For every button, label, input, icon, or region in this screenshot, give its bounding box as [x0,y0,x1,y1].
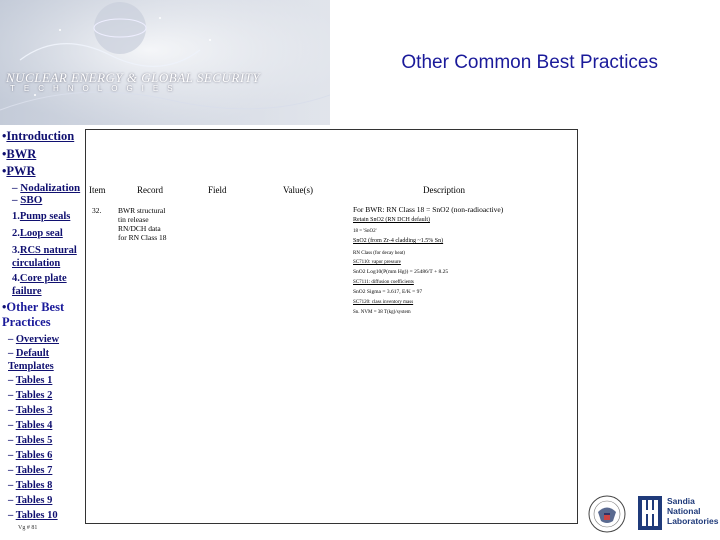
nav-label: Tables 4 [15,419,53,431]
nav-item-tables-3[interactable]: – Tables 3 [8,404,53,416]
nav-label: PWR [6,164,36,178]
nav-label: Tables 9 [15,494,53,506]
nav-label: Overview [15,333,60,345]
nav-label: Tables 6 [15,449,53,461]
nav-label: SBO [20,193,43,206]
nav-item-tables-1[interactable]: – Tables 1 [8,374,53,386]
desc-line: SC7110: vapor pressure [353,260,401,265]
desc-line: SnO2 (from Zr-4 cladding ~1.5% Sn) [353,238,444,244]
nav-label: Default Templates [8,347,54,372]
slide-title: Other Common Best Practices [401,52,658,73]
logo-subtext: TECHNOLOGIES [10,84,182,93]
nav-label: RCS natural circulation [12,244,77,269]
header-record: Record [137,185,163,195]
nav-label: Introduction [6,129,75,143]
nav-label: Tables 7 [15,464,53,476]
page-number: Vg # 81 [18,525,38,531]
desc-line: For BWR: RN Class 18 = SnO2 (non-radioactive) [353,205,504,214]
nav-label: Tables 2 [15,389,53,401]
nav-label: Pump seals [19,210,71,222]
nav-label: Other Best Practices [2,299,65,329]
globe-shape [94,2,146,54]
nav-item-introduction[interactable]: •Introduction [2,129,75,143]
header-field: Field [208,185,227,195]
banner-graphic [0,0,330,125]
sandia-thunderbird-icon [638,496,662,530]
header-description: Description [423,185,465,195]
desc-line: SC7120: class inventory mass [353,300,414,305]
nav-label: Tables 3 [15,404,53,416]
nav-item-tables-7[interactable]: – Tables 7 [8,464,53,476]
nav-item-other-best-practices[interactable]: •Other Best Practices [2,299,65,329]
nav-label: Tables 1 [15,374,53,386]
nav-item-sbo[interactable]: – SBO [12,193,43,206]
nav-item-default-templates[interactable]: – Default Templates [8,347,54,372]
nav-item-pump-seals[interactable] [2,210,90,223]
nav-num: 3. [12,244,20,256]
nav-item-tables-5[interactable]: – Tables 5 [8,434,53,446]
nav-num: 1. [12,210,20,222]
nav-item-tables-10[interactable]: – Tables 10 [8,509,58,521]
desc-line: SnO2 Log10(P(mm Hg)) = 25486/T + 8.25 [353,269,449,275]
nav-item-pwr[interactable]: •PWR [2,164,36,178]
desc-line: SnO2 Sigma = 3.617, E/K = 97 [353,289,423,295]
desc-line: Sn. NVM = 38 T(kg)/system [353,310,411,315]
nav-item-bwr[interactable]: •BWR [2,146,37,161]
nav-item-nodalization[interactable]: – Nodalization [12,181,81,194]
nav-item-tables-2[interactable]: – Tables 2 [8,389,53,401]
nav-item-overview[interactable]: – Overview [8,333,60,345]
desc-line: SC7111: diffusion coefficients [353,280,414,285]
nav-label: Tables 5 [15,434,53,446]
nav-item-tables-4[interactable]: – Tables 4 [8,419,53,431]
sidebar-nav [2,128,90,523]
header-values: Value(s) [283,185,313,195]
desc-line: RN Class (for decay heat) [353,251,405,256]
desc-line: Retain SnO2 (RN DCH default) [353,217,430,223]
cell-record-line: BWR structural [118,206,166,215]
nav-item-tables-8[interactable]: – Tables 8 [8,479,53,491]
cell-record-line: RN/DCH data [118,224,161,233]
nav-num: 4. [12,272,20,284]
nav-item-tables-6[interactable]: – Tables 6 [8,449,53,461]
org-line: Sandia [667,496,695,506]
doe-seal-icon [588,495,626,533]
cell-item: 32. [92,206,102,215]
org-line: National [667,506,701,516]
desc-line: 18 = 'SnO2' [353,229,377,234]
org-line: Laboratories [667,516,719,526]
sandia-wordmark [667,496,719,526]
cell-record-line: for RN Class 18 [118,233,167,242]
nav-label: Core plate failure [12,272,67,297]
cell-record-line: tin release [118,215,149,224]
header-item: Item [89,185,106,195]
nav-label: BWR [6,146,37,161]
nav-label: Loop seal [19,227,63,239]
nav-item-rcs-natural-circulation[interactable] [2,244,90,270]
nav-item-tables-9[interactable]: – Tables 9 [8,494,53,506]
nav-label: Nodalization [20,181,81,194]
nav-item-core-plate-failure[interactable] [2,272,90,298]
nav-item-loop-seal[interactable] [2,227,90,240]
nav-label: Tables 8 [15,479,53,491]
logo-text: NUCLEAR ENERGY & GLOBAL SECURITY [6,70,261,85]
nav-num: 2. [12,227,20,239]
header-banner [0,0,720,125]
nav-label: Tables 10 [15,509,58,521]
